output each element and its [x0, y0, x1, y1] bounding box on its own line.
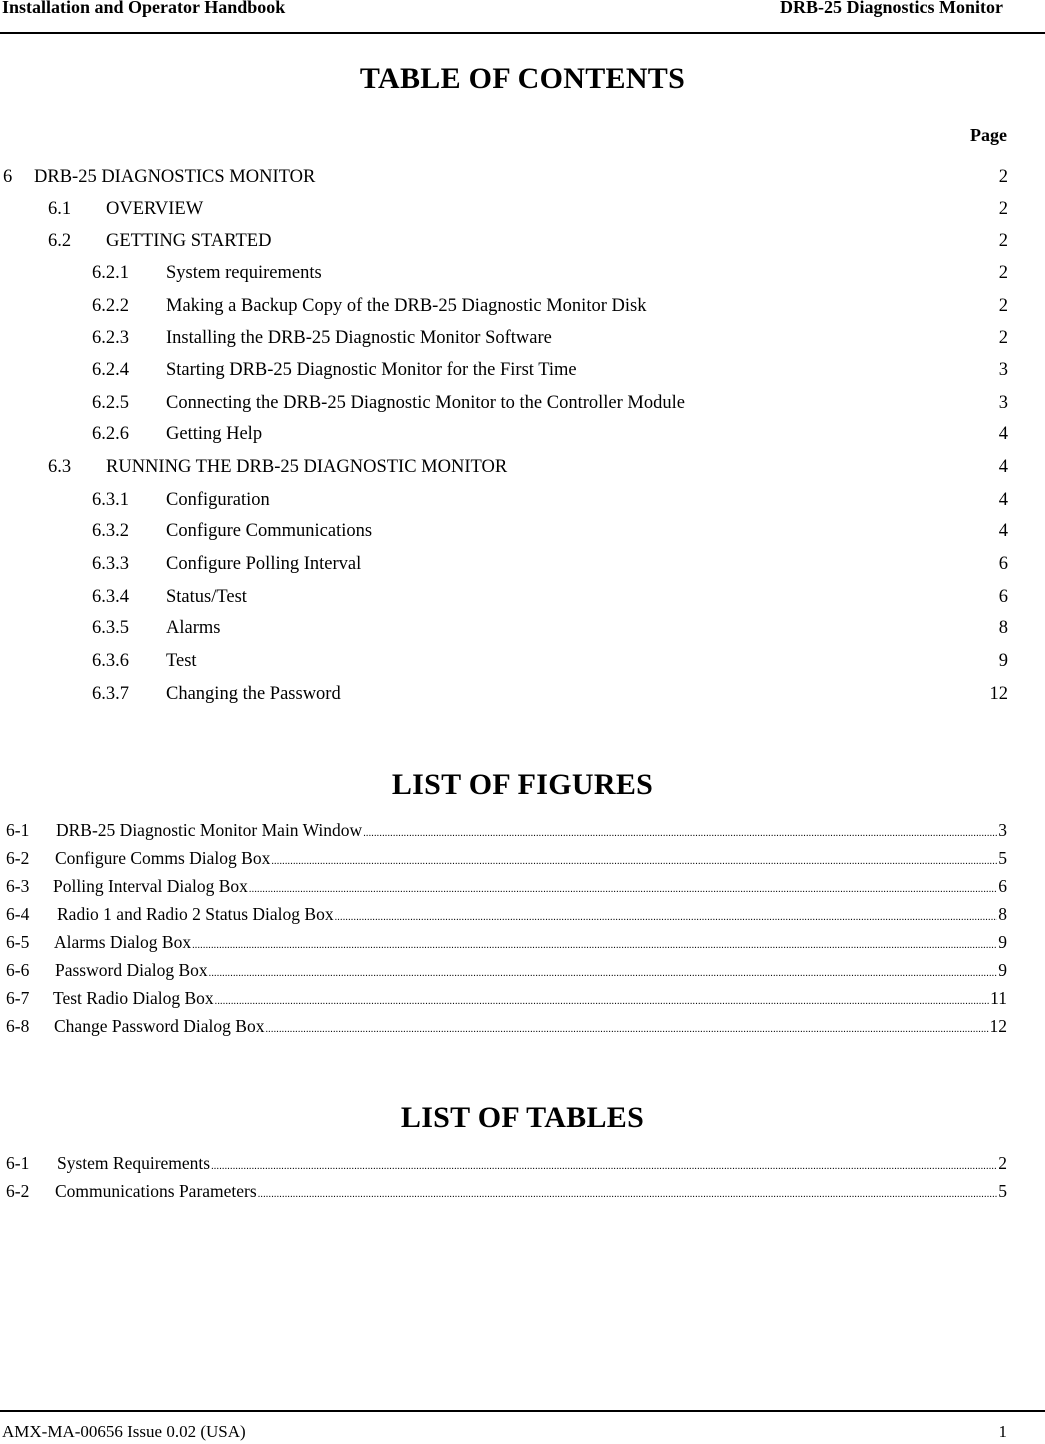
- toc-entry-page: 4: [998, 490, 1008, 510]
- toc-entry-number: 6.2.2: [92, 296, 129, 316]
- toc-entry-number: 6.2.5: [92, 393, 129, 413]
- table-entry-text: Communications Parameters: [55, 1181, 257, 1201]
- toc-entry-text: Configure Communications: [166, 521, 373, 541]
- figure-entry-number: 6-5: [6, 932, 30, 952]
- toc-entry[interactable]: [0, 231, 1045, 257]
- toc-entry-page: 4: [998, 457, 1008, 477]
- figure-entry-number: 6-7: [6, 988, 30, 1008]
- toc-entry[interactable]: [0, 263, 1045, 289]
- toc-entry-page: 3: [998, 360, 1008, 380]
- table-entry-page: 2: [998, 1153, 1007, 1173]
- toc-entry[interactable]: [0, 424, 1045, 450]
- toc-entry-text: Test: [166, 651, 197, 671]
- figure-entry[interactable]: [6, 960, 1007, 984]
- toc-entry-text: DRB-25 DIAGNOSTICS MONITOR: [34, 167, 316, 187]
- page-header: [0, 0, 1045, 34]
- toc-entry-number: 6: [3, 167, 13, 187]
- toc-entry[interactable]: [0, 490, 1045, 516]
- figure-entry-number: 6-4: [6, 904, 30, 924]
- figure-entry-number: 6-6: [6, 960, 30, 980]
- figures-title: LIST OF FIGURES: [391, 768, 654, 801]
- toc-entry[interactable]: [0, 199, 1045, 225]
- figure-entry-page: 12: [989, 1016, 1007, 1036]
- figure-entry-number: 6-2: [6, 848, 30, 868]
- toc-entry-page: 2: [998, 199, 1008, 219]
- figure-entry-page: 8: [998, 904, 1007, 924]
- dot-leader: [215, 996, 990, 1007]
- figure-entry-text: Polling Interval Dialog Box: [53, 876, 248, 896]
- toc-entry-number: 6.3.3: [92, 554, 129, 574]
- toc-entry[interactable]: [0, 457, 1045, 483]
- toc-entry[interactable]: [0, 684, 1045, 710]
- toc-entry-number: 6.2.1: [92, 263, 129, 283]
- toc-entry[interactable]: [0, 587, 1045, 613]
- toc-entry-number: 6.3.6: [92, 651, 129, 671]
- toc-entry-text: Changing the Password: [166, 684, 341, 704]
- toc-entry[interactable]: [0, 360, 1045, 386]
- table-entry-number: 6-1: [6, 1153, 30, 1173]
- dot-leader: [192, 940, 997, 951]
- toc-entry-text: RUNNING THE DRB-25 DIAGNOSTIC MONITOR: [106, 457, 508, 477]
- table-entry-page: 5: [998, 1181, 1007, 1201]
- figure-entry-text: Alarms Dialog Box: [54, 932, 192, 952]
- figure-entry-text: Password Dialog Box: [55, 960, 208, 980]
- toc-entry-number: 6.3.4: [92, 587, 129, 607]
- figure-entry-number: 6-3: [6, 876, 30, 896]
- toc-entry-page: 2: [998, 296, 1008, 316]
- table-entry[interactable]: [6, 1181, 1007, 1205]
- figure-entry-text: Change Password Dialog Box: [54, 1016, 265, 1036]
- toc-entry-page: 2: [998, 328, 1008, 348]
- toc-entry-number: 6.2.3: [92, 328, 129, 348]
- toc-entry-text: Making a Backup Copy of the DRB-25 Diagnostic Monitor Disk: [166, 296, 647, 316]
- toc-entry[interactable]: [0, 328, 1045, 354]
- figure-entry-page: 3: [998, 820, 1007, 840]
- dot-leader: [211, 1161, 997, 1172]
- toc-entry-text: Getting Help: [166, 424, 263, 444]
- table-entry[interactable]: [6, 1153, 1007, 1177]
- toc-entry-text: OVERVIEW: [106, 199, 204, 219]
- dot-leader: [265, 1024, 988, 1035]
- toc-entry-number: 6.1: [48, 199, 72, 219]
- toc-entry-number: 6.3.5: [92, 618, 129, 638]
- toc-entry[interactable]: [0, 618, 1045, 644]
- figure-entry-page: 6: [998, 876, 1007, 896]
- toc-entry-text: System requirements: [166, 263, 322, 283]
- dot-leader: [209, 968, 998, 979]
- figure-entry[interactable]: [6, 904, 1007, 928]
- toc-entry-page: 2: [998, 231, 1008, 251]
- toc-entry[interactable]: [0, 521, 1045, 547]
- toc-title: TABLE OF CONTENTS: [359, 62, 686, 95]
- figure-entry-text: DRB-25 Diagnostic Monitor Main Window: [56, 820, 363, 840]
- toc-entry-text: Alarms: [166, 618, 221, 638]
- dot-leader: [271, 856, 997, 867]
- figure-entry[interactable]: [6, 1016, 1007, 1040]
- toc-page-column-label: Page: [970, 125, 1007, 145]
- figure-entry-page: 9: [998, 932, 1007, 952]
- toc-entry-text: Configuration: [166, 490, 270, 510]
- toc-entry[interactable]: [0, 651, 1045, 677]
- toc-entry-text: GETTING STARTED: [106, 231, 272, 251]
- figure-entry[interactable]: [6, 876, 1007, 900]
- toc-entry-text: Configure Polling Interval: [166, 554, 362, 574]
- figure-entry-page: 5: [998, 848, 1007, 868]
- toc-entry-text: Starting DRB-25 Diagnostic Monitor for the First Time: [166, 360, 577, 380]
- figure-entry[interactable]: [6, 820, 1007, 844]
- header-document-title: Installation and Operator Handbook: [2, 0, 286, 17]
- toc-entry[interactable]: [0, 393, 1045, 419]
- toc-entry[interactable]: [0, 554, 1045, 580]
- header-section-title: DRB-25 Diagnostics Monitor: [780, 0, 1003, 17]
- toc-entry-page: 4: [998, 521, 1008, 541]
- toc-entry-number: 6.3.1: [92, 490, 129, 510]
- toc-entry-page: 9: [998, 651, 1008, 671]
- figure-entry-page: 11: [990, 988, 1007, 1008]
- toc-entry-page: 6: [998, 554, 1008, 574]
- figure-entry-text: Radio 1 and Radio 2 Status Dialog Box: [57, 904, 334, 924]
- table-entry-number: 6-2: [6, 1181, 30, 1201]
- figure-entry[interactable]: [6, 932, 1007, 956]
- figure-entry[interactable]: [6, 848, 1007, 872]
- toc-entry-text: Installing the DRB-25 Diagnostic Monitor Software: [166, 328, 552, 348]
- dot-leader: [258, 1189, 998, 1200]
- toc-entry-number: 6.3.7: [92, 684, 129, 704]
- page-footer: [0, 1410, 1045, 1444]
- toc-entry[interactable]: [0, 167, 1045, 193]
- tables-title: LIST OF TABLES: [400, 1101, 645, 1134]
- toc-entry-text: Connecting the DRB-25 Diagnostic Monitor to the Controller Module: [166, 393, 685, 413]
- toc-entry-page: 4: [998, 424, 1008, 444]
- toc-entry-page: 12: [989, 684, 1008, 704]
- figure-entry-number: 6-8: [6, 1016, 30, 1036]
- toc-entry-number: 6.2: [48, 231, 72, 251]
- dot-leader: [335, 912, 998, 923]
- dot-leader: [249, 884, 997, 895]
- toc-entry-page: 3: [998, 393, 1008, 413]
- toc-entry-page: 2: [998, 167, 1008, 187]
- figure-entry-text: Test Radio Dialog Box: [53, 988, 214, 1008]
- dot-leader: [363, 828, 997, 839]
- toc-entry-number: 6.3.2: [92, 521, 129, 541]
- footer-page-number: 1: [998, 1422, 1007, 1441]
- toc-entry-number: 6.2.6: [92, 424, 129, 444]
- toc-entry-page: 8: [998, 618, 1008, 638]
- figure-entry[interactable]: [6, 988, 1007, 1012]
- toc-entry-number: 6.2.4: [92, 360, 129, 380]
- toc-entry-page: 2: [998, 263, 1008, 283]
- toc-entry-text: Status/Test: [166, 587, 247, 607]
- footer-document-number: AMX-MA-00656 Issue 0.02 (USA): [2, 1422, 246, 1441]
- figure-entry-text: Configure Comms Dialog Box: [55, 848, 271, 868]
- toc-entry-number: 6.3: [48, 457, 72, 477]
- figure-entry-number: 6-1: [6, 820, 30, 840]
- table-entry-text: System Requirements: [57, 1153, 211, 1173]
- toc-entry[interactable]: [0, 296, 1045, 322]
- figure-entry-page: 9: [998, 960, 1007, 980]
- toc-entry-page: 6: [998, 587, 1008, 607]
